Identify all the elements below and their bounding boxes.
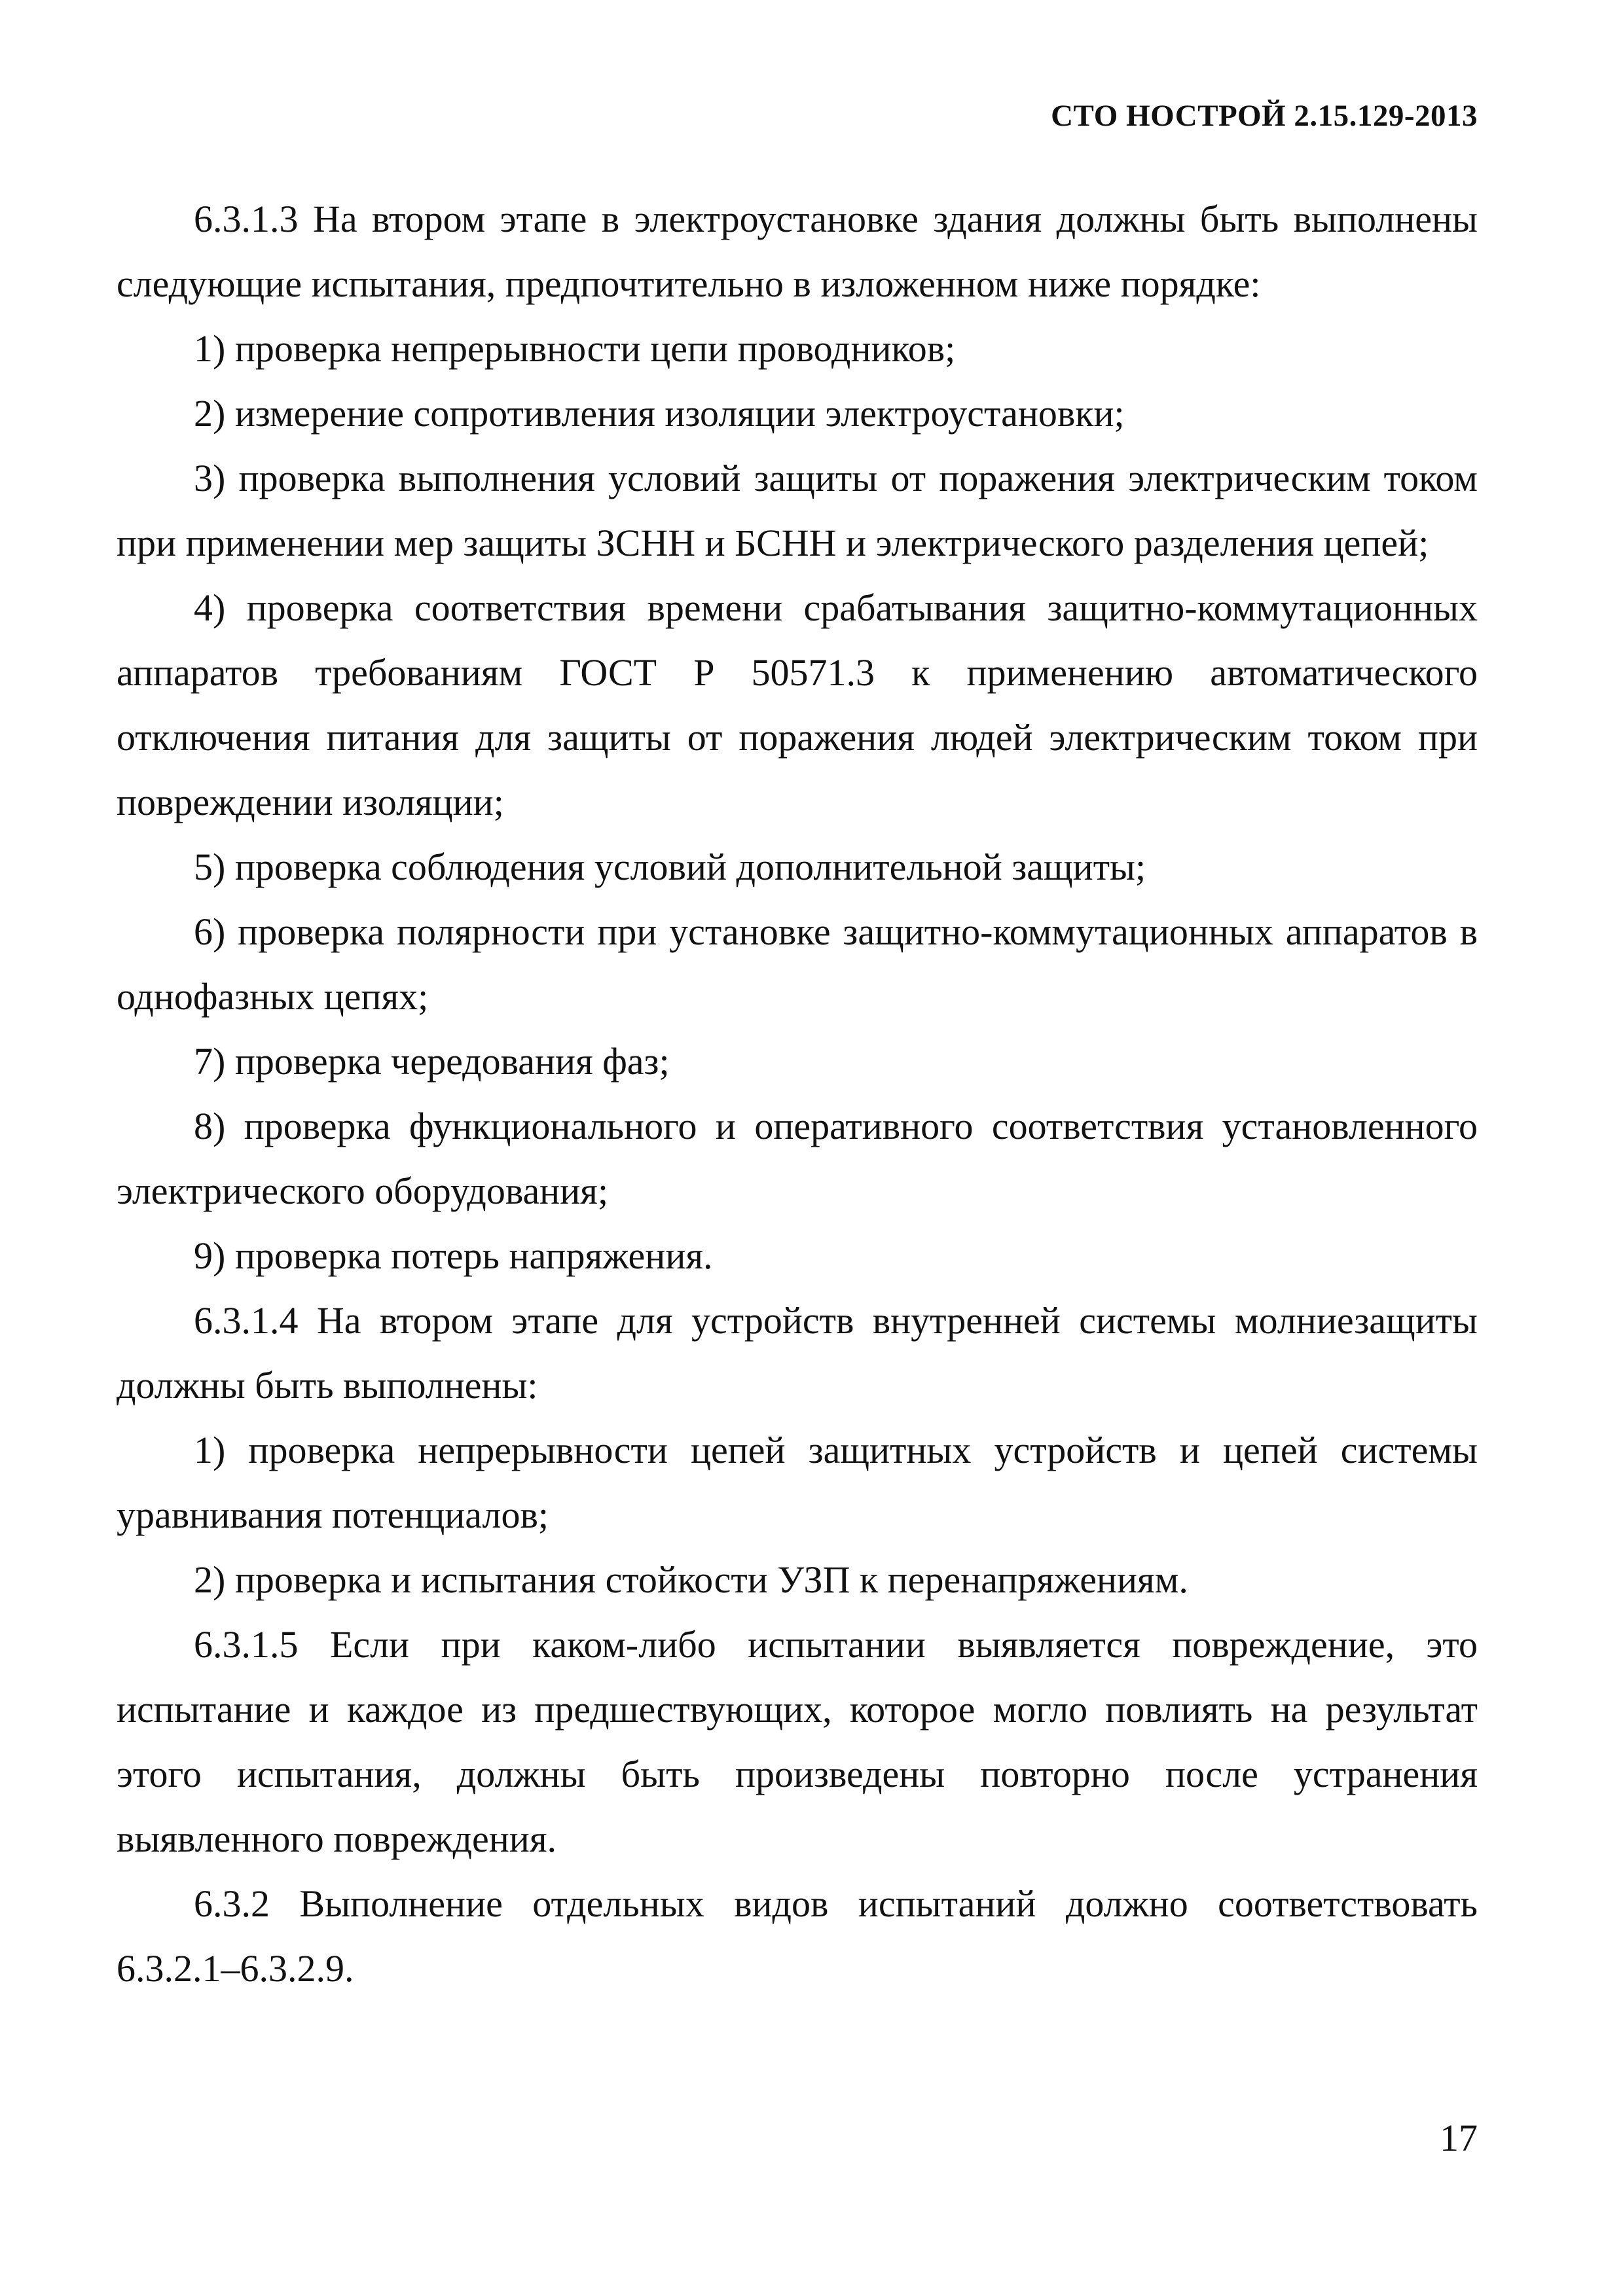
list-item-6: 6) проверка полярности при установке защитно-коммутационных аппаратов в однофазных цепях;	[117, 910, 1478, 1018]
lightning-list-item-1: 1) проверка непрерывности цепей защитных устройств и цепей системы уравнивания потенциалов;	[117, 1429, 1478, 1536]
list-item-4: 4) проверка соответствия времени срабатывания защитно-коммутационных аппаратов требованиям ГОСТ Р 50571.3 к применению автоматического отключения питания для защиты от поражения людей электрическим током при повреждении изоляции;	[117, 586, 1478, 823]
page-number: 17	[1440, 2117, 1478, 2159]
paragraph-6-3-1-5: 6.3.1.5 Если при каком-либо испытании выявляется повреждение, это испытание и каждое из предшествующих, которое могло повлиять на результат этого испытания, должны быть произведены повторно после устранения выявленного повреждения.	[117, 1623, 1478, 1860]
list-item-5: 5) проверка соблюдения условий дополнительной защиты;	[194, 846, 1146, 888]
list-item-1: 1) проверка непрерывности цепи проводников;	[194, 327, 956, 370]
list-item-7: 7) проверка чередования фаз;	[194, 1040, 670, 1083]
paragraph-6-3-2: 6.3.2 Выполнение отдельных видов испытаний должно соответствовать 6.3.2.1–6.3.2.9.	[117, 1882, 1478, 1990]
document-code-header: СТО НОСТРОЙ 2.15.129-2013	[1051, 99, 1478, 133]
list-item-8: 8) проверка функционального и оперативного соответствия установленного электрического оборудования;	[117, 1105, 1478, 1212]
paragraph-6-3-1-3: 6.3.1.3 На втором этапе в электроустановке здания должны быть выполнены следующие испытания, предпочтительно в изложенном ниже порядке:	[117, 198, 1478, 305]
list-item-2: 2) измерение сопротивления изоляции электроустановки;	[194, 392, 1125, 435]
lightning-list-item-2: 2) проверка и испытания стойкости УЗП к перенапряжениям.	[194, 1558, 1188, 1601]
list-item-9: 9) проверка потерь напряжения.	[194, 1234, 713, 1277]
document-body	[117, 187, 1478, 2001]
list-item-3: 3) проверка выполнения условий защиты от поражения электрическим током при применении мер защиты ЗСНН и БСНН и электрического разделения цепей;	[117, 457, 1478, 564]
paragraph-6-3-1-4: 6.3.1.4 На втором этапе для устройств внутренней системы молниезащиты должны быть выполнены:	[117, 1299, 1478, 1407]
